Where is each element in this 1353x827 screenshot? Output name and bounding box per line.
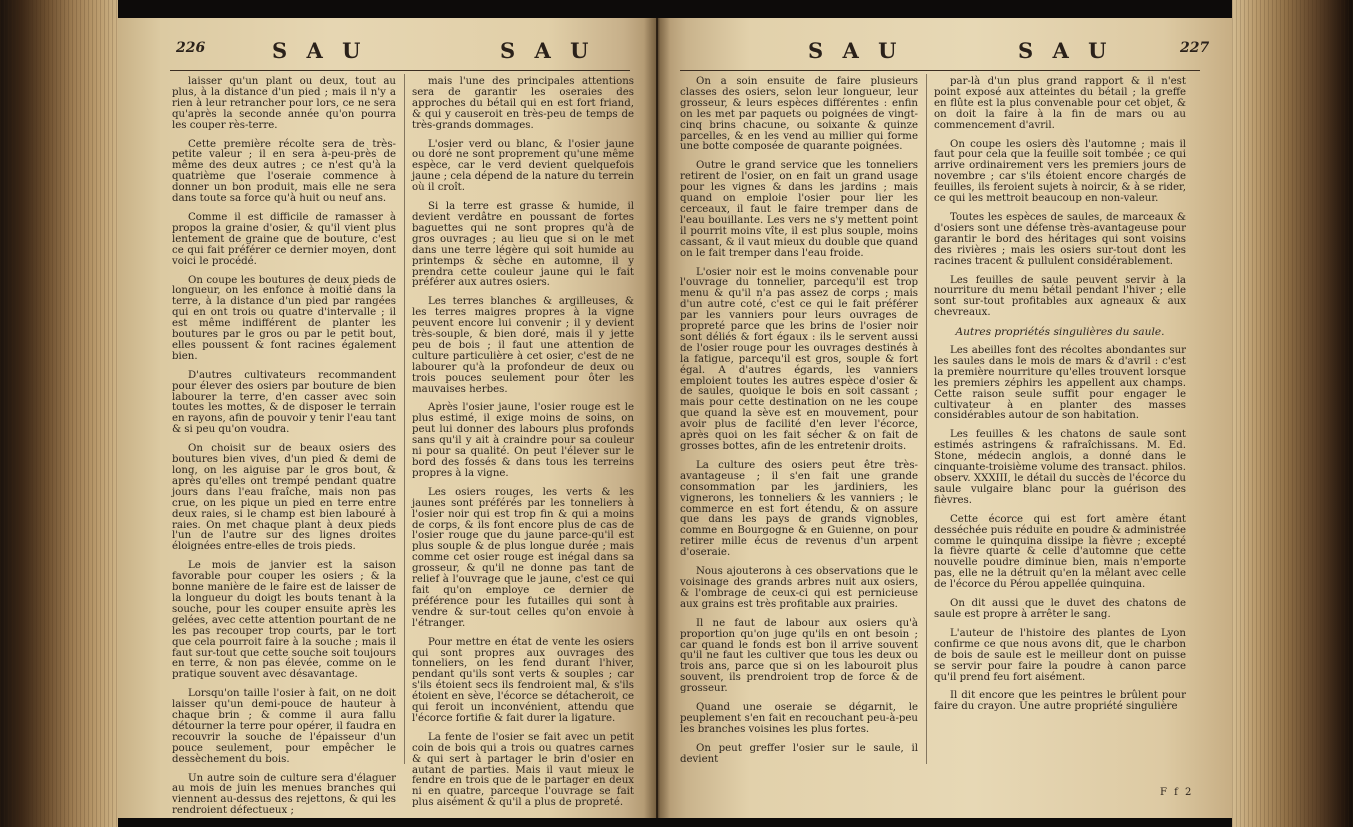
paragraph: Comme il est difficile de ramasser à propos la graine d'osier, & qu'il vient plus lentement de graine que de bouture, c'est ce qui fait préférer ce dernier moyen, dont voici le procédé. bbox=[172, 211, 396, 267]
paragraph: L'osier verd ou blanc, & l'osier jaune ou doré ne sont proprement qu'une même espèce, car le verd devient quelquefois jaune ; cela dépend de la nature du terrein où il croît. bbox=[412, 138, 634, 194]
paragraph: Outre le grand service que les tonneliers retirent de l'osier, on en fait un grand usage pour les vignes & dans les jardins ; mais quand on emploie l'osier pour lier les cerceaux, il faut le faire tremper dans de l'eau bouillante. Les vers ne s'y mettent point il pourrit moins vîte, il est plus souple, moins cassant, & il vaut mieux du double que quand on le fait tremper dans l'eau froide. bbox=[680, 160, 918, 259]
paragraph: laisser qu'un plant ou deux, tout au plus, à la distance d'un pied ; mais il n'y a rien à leur retrancher pour lors, ce ne sera qu'après la seconde année qu'on pourra les couper rès-terre. bbox=[172, 76, 396, 131]
paragraph: mais l'une des principales attentions sera de garantir les oseraies des approches du bétail qui en est fort friand, & qui y causeroit en très-peu de temps de très-grands dommages. bbox=[412, 76, 634, 131]
paragraph: Les abeilles font des récoltes abondantes sur les saules dans le mois de mars & d'avril : c'est la première nourriture qu'elles trouvent lorsque les premiers zéphirs les appellent aux champs. Cette raison seule suffit pour engager le cultivateur à en planter des masses considérables autour de son habitation. bbox=[934, 345, 1186, 422]
section-heading: Autres propriétés singulières du saule. bbox=[955, 326, 1165, 339]
paragraph: Il dit encore que les peintres le brûlent pour faire du crayon. Une autre propriété singulière bbox=[934, 690, 1186, 713]
paragraph: On dit aussi que le duvet des chatons de saule est propre à arrêter le sang. bbox=[934, 598, 1186, 620]
right-column-divider bbox=[926, 74, 927, 764]
left-column-divider bbox=[404, 74, 405, 764]
paragraph: Toutes les espèces de saules, de marceaux & d'osiers sont une défense très-avantageuse pour garantir le bord des héritages qui sont voisins des rivières ; mais les osiers sur-tout dont les racines tracent & pullulent considérablement. bbox=[934, 211, 1186, 267]
paragraph: par-là d'un plus grand rapport & il n'est point exposé aux atteintes du bétail ; la greffe en flûte est la plus convenable pour cet objet, & on doit la faire à la fin de mars ou au commencement d'avril. bbox=[934, 76, 1186, 131]
left-header-rule bbox=[170, 70, 630, 71]
paragraph: D'autres cultivateurs recommandent pour élever des osiers par bouture de bien labourer la terre, d'en casser avec soin toutes les mottes, & de disposer le terrain en rayons, afin de pouvoir y tenir l'eau tant & si peu qu'on voudra. bbox=[172, 369, 396, 436]
paragraph: Les feuilles de saule peuvent servir à la nourriture du menu bétail pendant l'hiver ; elle sont sur-tout profitables aux agneaux & aux chevreaux. bbox=[934, 274, 1186, 319]
paragraph: Les terres blanches & argilleuses, & les terres maigres propres à la vigne peuvent encore lui convenir ; il y devient très-souple, & bien doré, mais il y jette peu de bois ; il faut une attention de culture particulière à cet osier, c'est de ne labourer qu'à la profondeur de deux ou trois pouces seulement pour ôter les mauvaises herbes. bbox=[412, 296, 634, 395]
paragraph: Il ne faut de labour aux osiers qu'à proportion qu'on juge qu'ils en ont besoin ; car quand le fonds est bon il arrive souvent qu'il ne faut les cultiver que tous les deux ou trois ans, parce que si on les labouroit plus souvent, ils prendroient trop de force & de grosseur. bbox=[680, 617, 918, 695]
left-column-1 bbox=[172, 76, 396, 817]
paragraph: On a soin ensuite de faire plusieurs classes des osiers, selon leur longueur, leur grosseur, & leurs espèces différentes : enfin on les met par paquets ou poignées de vingt-cinq brins chacune, ou soixante & quinze parcelles, & en les vend au millier qui forme une botte composée de quarante poignées. bbox=[680, 76, 918, 153]
paragraph: Après l'osier jaune, l'osier rouge est le plus estimé, il exige moins de soins, on peut lui donner des labours plus profonds sans qu'il y ait à craindre pour sa couleur ni pour sa qualité. On peut l'élever sur le bord des fossés & dans tous les terreins propres à la vigne. bbox=[412, 402, 634, 479]
right-page-number: 227 bbox=[1180, 40, 1210, 56]
paragraph: Lorsqu'on taille l'osier à fait, on ne doit laisser qu'un demi-pouce de hauteur à chaque brin ; & comme il aura fallu détourner la terre pour opérer, il faudra en recouvrir la souche de l'épaisseur d'un pouce seulement, pour empêcher le dessèchement du bois. bbox=[172, 688, 396, 765]
left-fore-edge bbox=[0, 0, 118, 827]
paragraph: Quand une oseraie se dégarnit, le peuplement s'en fait en recouchant peu-à-peu les branches voisines les plus fortes. bbox=[680, 702, 918, 735]
right-running-head-1: S A U bbox=[808, 38, 903, 63]
right-fore-edge bbox=[1232, 0, 1353, 827]
right-header-rule bbox=[680, 70, 1200, 71]
left-running-head-2: S A U bbox=[500, 38, 595, 63]
paragraph: On coupe les boutures de deux pieds de longueur, on les enfonce à moitié dans la terre, à la distance d'un pied par rangées qui en ont trois ou quatre d'intervalle ; il est même indifférent de planter les boutures par le gros ou par le petit bout, elles poussent & font racines également bien. bbox=[172, 274, 396, 362]
paragraph: Le mois de janvier est la saison favorable pour couper les osiers ; & la bonne manière de le faire est de laisser de la longueur du doigt les bouts tenant à la souche, pour les couper ensuite après les gelées, avec cette attention pourtant de ne les pas recouper trop courts, par le tort que cela pourroit faire à la souche ; mais il faut sur-tout que cette souche soit toujours en terre, & non pas élevée, comme on le pratique souvent avec désavantage. bbox=[172, 560, 396, 681]
paragraph: Un autre soin de culture sera d'élaguer au mois de juin les menues branches qui viennent au-dessus des rejettons, & qui les rendroient défectueux ; bbox=[172, 772, 396, 817]
paragraph: On peut greffer l'osier sur le saule, il devient bbox=[680, 742, 918, 765]
catchword: F f 2 bbox=[1160, 787, 1194, 798]
paragraph: Si la terre est grasse & humide, il devient verdâtre en poussant de fortes baguettes qui ne sont propres qu'à de gros ouvrages ; au lieu que si on le met dans une terre légère qui soit humide au printemps & sèche en automne, il y prendra cette couleur jaune qui le fait préférer aux autres osiers. bbox=[412, 201, 634, 289]
paragraph: Cette première récolte sera de très-petite valeur ; il en sera à-peu-près de même des deux autres ; ce n'est qu'à la quatrième que l'oseraie commence à donner un bon produit, mais elle ne sera dans toute sa force qu'à huit ou neuf ans. bbox=[172, 138, 396, 205]
right-running-head-2: S A U bbox=[1018, 38, 1113, 63]
paragraph: Pour mettre en état de vente les osiers qui sont propres aux ouvrages des tonneliers, on les fend durant l'hiver, pendant qu'ils sont verts & souples ; car s'ils étoient secs ils fendroient mal, & s'ils étoient en sève, l'écorce se détacheroit, ce qui feroit un inconvénient, attendu que l'écorce fortifie & fait durer la ligature. bbox=[412, 636, 634, 724]
paragraph: On coupe les osiers dès l'automne ; mais il faut pour cela que la feuille soit tombée ; ce qui arrive ordinairement vers les premiers jours de novembre ; car s'ils étoient encore chargés de feuilles, ils feroient sujets à noircir, & à se rider, ce qui les mettroit beaucoup en non-valeur. bbox=[934, 138, 1186, 205]
right-column-2 bbox=[934, 77, 1186, 797]
book-gutter bbox=[644, 18, 670, 818]
left-column-2 bbox=[412, 76, 634, 809]
paragraph: Les osiers rouges, les verts & les jaunes sont préférés par les tonneliers à l'osier noir qui est trop fin & qui a moins de corps, & ils font encore plus de cas de l'osier rouge que du jaune parce-qu'il est plus souple & de plus longue durée ; mais comme cet osier rouge est inégal dans sa grosseur, & qu'il ne donne pas tant de relief à l'ouvrage que le jaune, c'est ce qui fait qu'on employe ce dernier de préférence pour les futailles qui sont à vendre & sur-tout celles qu'on envoie à l'étranger. bbox=[412, 486, 634, 629]
paragraph: L'osier noir est le moins convenable pour l'ouvrage du tonnelier, parcequ'il est trop menu & qu'il n'a pas assez de corps ; mais d'un autre coté, c'est ce qui le fait préférer par les vanniers pour leurs ouvrages de propreté parce que les brins de l'osier noir sont déliés & fort égaux : ils le servent aussi de l'osier rouge pour les ouvrages destinés à la fatigue, parcequ'il est gros, souple & fort égal. A d'autres égards, les vanniers emploient toutes les autres espèce d'osier & de saules, quoique le bois en soit cassant ; mais pour cette destination on ne les coupe que quand la sève est en mouvement, pour avoir plus de facilité d'en lever l'écorce, après quoi on les fait sécher & on fait de grosses bottes, afin de les entretenir droits. bbox=[680, 266, 918, 452]
paragraph: L'auteur de l'histoire des plantes de Lyon confirme ce que nous avons dit, que le charbon de bois de saule est le meilleur dont on puisse se servir pour faire la poudre à canon parce qu'il prend feu fort aisément. bbox=[934, 627, 1186, 683]
paragraph: Cette écorce qui est fort amère étant desséchée puis réduite en poudre & administrée comme le quinquina dissipe la fièvre ; excepté la fièvre quarte & celle d'automne que cette nouvelle poudre diminue bien, mais n'emporte pas, elle ne la détruit qu'en la mêlant avec celle de l'écorce du Pérou appellée quinquina. bbox=[934, 513, 1186, 591]
left-running-head-1: S A U bbox=[272, 38, 367, 63]
paragraph: On choisit sur de beaux osiers des boutures bien vives, d'un pied & demi de long, on les aiguise par le gros bout, & après qu'elles ont trempé pendant quatre jours dans l'eau fraîche, mais non pas crue, on les pique un pied en terre entre deux raies, si le champ est bien labouré à raies. On met chaque plant à deux pieds l'un de l'autre sur des lignes droites éloignées entre-elles de trois pieds. bbox=[172, 443, 396, 553]
paragraph: La culture des osiers peut être très-avantageuse ; il s'en fait une grande consommation par les jardiniers, les vignerons, les tonneliers & les vanniers ; le commerce en est fort étendu, & on assure que dans les pays de grands vignobles, comme en Bourgogne & en Guienne, on pour retirer mille écus de revenus d'un arpent d'oseraie. bbox=[680, 459, 918, 559]
paragraph: Nous ajouterons à ces observations que le voisinage des grands arbres nuit aux osiers, & l'ombrage de ceux-ci qui est pernicieuse aux grains est très profitable aux prairies. bbox=[680, 566, 918, 610]
left-page-number: 226 bbox=[176, 40, 206, 56]
right-column-1 bbox=[680, 77, 918, 797]
paragraph: La fente de l'osier se fait avec un petit coin de bois qui a trois ou quatres carnes & qui sert à partager le brin d'osier en autant de parties. Mais il vaut mieux le fendre en trois que de le partager en deux ni en quatre, parceque l'ouvrage se fait plus aisément & qu'il a plus de propreté. bbox=[412, 731, 634, 809]
paragraph: Les feuilles & les chatons de saule sont estimés astringens & rafraîchissans. M. Ed. Stone, médecin anglois, a donné dans le cinquante-troisième volume des transact. philos. observ. XXXIII, le détail du succès de l'écorce du saule vulgaire blanc pour la guérison des fièvres. bbox=[934, 429, 1186, 506]
